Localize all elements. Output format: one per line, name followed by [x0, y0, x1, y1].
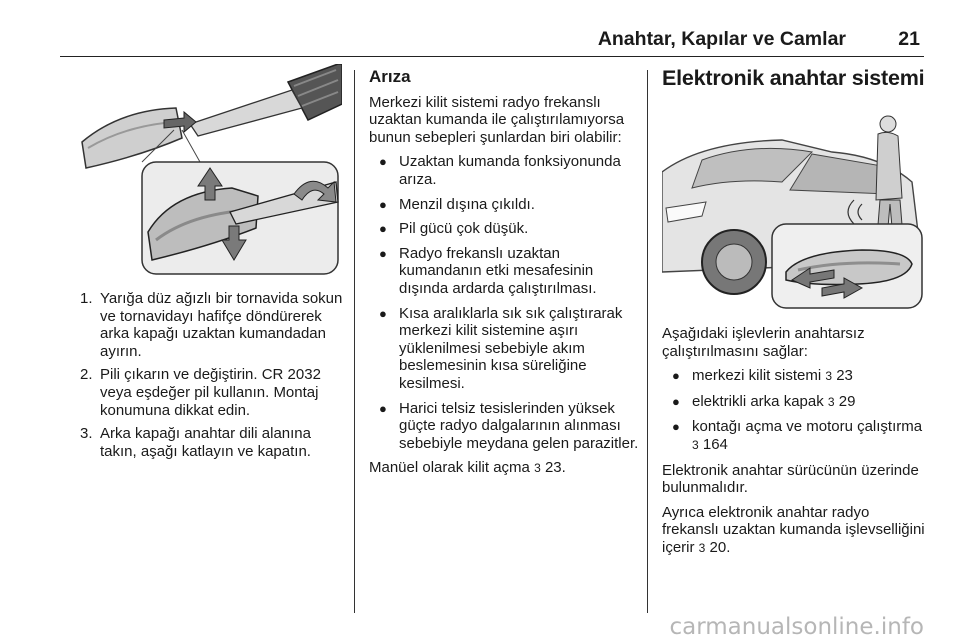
fault-heading: Arıza	[369, 67, 411, 86]
list-item	[662, 367, 930, 386]
bullet-icon: ●	[379, 305, 387, 321]
list-item-text: Pil gücü çok düşük.	[399, 220, 529, 238]
bullet-icon: ●	[672, 419, 680, 435]
reference-page[interactable]: 29	[838, 392, 856, 410]
page-number: 21	[898, 28, 920, 50]
reference-text: Ayrıca elektronik anahtar radyo frekanslı uzaktan kumanda işlevselliğini içerir	[662, 503, 925, 556]
column-2	[369, 68, 639, 485]
list-item	[369, 220, 639, 238]
step-item	[80, 290, 350, 360]
fault-causes-list	[369, 153, 639, 452]
page-ref-arrow-icon: 3	[825, 369, 833, 384]
column-1	[80, 290, 350, 466]
keyless-functions-list	[662, 367, 930, 454]
step-text: Pili çıkarın ve değiştirin. CR 2032 veya eşdeğer pil kullanın. Montaj konumuna dikkat edin.	[100, 366, 321, 419]
step-number: 1.	[80, 290, 93, 307]
list-item-text: Kısa aralıklarla sık sık çalıştırarak merkezi kilit sistemine aşırı yüklenilmesi sebebiyle akım beslemesinin kısa süreliğine kesilmesi.	[399, 304, 623, 392]
step-text: Arka kapağı anahtar dili alanına takın, aşağı katlayın ve kapatın.	[100, 425, 311, 460]
keyless-intro: Aşağıdaki işlevlerin anahtarsız çalıştırılmasını sağlar:	[662, 325, 865, 360]
page-ref-arrow-icon: 3	[827, 394, 835, 409]
section-heading: Elektronik anahtar sistemi	[662, 66, 925, 90]
step-number: 3.	[80, 425, 93, 443]
bullet-icon: ●	[379, 196, 387, 212]
list-item	[369, 196, 639, 214]
step-text: Yarığa düz ağızlı bir tornavida sokun ve tornavidayı hafifçe döndürerek arka kapağı uzaktan kumandadan ayırın.	[100, 290, 343, 360]
column-3	[662, 325, 930, 565]
list-item	[369, 400, 639, 453]
list-item	[662, 393, 930, 412]
keyless-note: Elektronik anahtar sürücünün üzerinde bulunmalıdır.	[662, 461, 919, 497]
bullet-icon: ●	[672, 368, 680, 384]
list-item-text: Menzil dışına çıkıldı.	[399, 195, 535, 213]
column-divider-1	[354, 70, 355, 613]
battery-steps-list	[80, 290, 350, 460]
page-header	[60, 22, 924, 57]
bullet-icon: ●	[379, 221, 387, 237]
list-item	[369, 305, 639, 393]
header-title: Anahtar, Kapılar ve Camlar	[597, 28, 846, 50]
page-ref-arrow-icon: 3	[534, 461, 541, 476]
list-item	[369, 153, 639, 188]
list-item-text: elektrikli arka kapak	[692, 392, 824, 410]
column-divider-2	[647, 70, 648, 613]
bullet-icon: ●	[379, 154, 387, 170]
reference-page[interactable]: 23	[836, 367, 853, 385]
page-ref-arrow-icon: 3	[692, 437, 699, 452]
list-item	[662, 418, 930, 454]
bullet-icon: ●	[379, 400, 387, 416]
step-item	[80, 366, 350, 419]
reference-page[interactable]: 164	[702, 435, 728, 453]
step-item	[80, 425, 350, 460]
manual-unlock-reference	[369, 459, 639, 478]
bullet-icon: ●	[379, 245, 387, 261]
list-item-text: Uzaktan kumanda fonksiyonunda arıza.	[399, 153, 621, 188]
keyless-car-illustration	[662, 112, 924, 310]
fault-intro: Merkezi kilit sistemi radyo frekanslı uzaktan kumanda ile çalıştırılamıyorsa bunun sebepleri şunlardan biri olabilir:	[369, 93, 625, 146]
list-item-text: Harici telsiz tesislerinden yüksek güçte radyo dalgalarının alınması sebebiyle meydana gelen parazitler.	[399, 399, 639, 452]
reference-page[interactable]: 20.	[709, 538, 731, 556]
key-battery-illustration	[80, 64, 342, 276]
remote-reference	[662, 504, 930, 558]
reference-page[interactable]: 23.	[544, 459, 566, 477]
list-item-text: kontağı açma ve motoru çalıştırma	[692, 418, 923, 436]
list-item	[369, 245, 639, 298]
page-ref-arrow-icon: 3	[698, 540, 706, 555]
list-item-text: merkezi kilit sistemi	[692, 367, 822, 385]
watermark: carmanualsonline.info	[669, 614, 924, 640]
list-item-text: Radyo frekanslı uzaktan kumandanın etki mesafesinin dışında ardarda çalıştırılması.	[399, 244, 597, 297]
reference-text: Manüel olarak kilit açma	[369, 459, 530, 477]
step-number: 2.	[80, 366, 93, 384]
bullet-icon: ●	[672, 393, 680, 409]
